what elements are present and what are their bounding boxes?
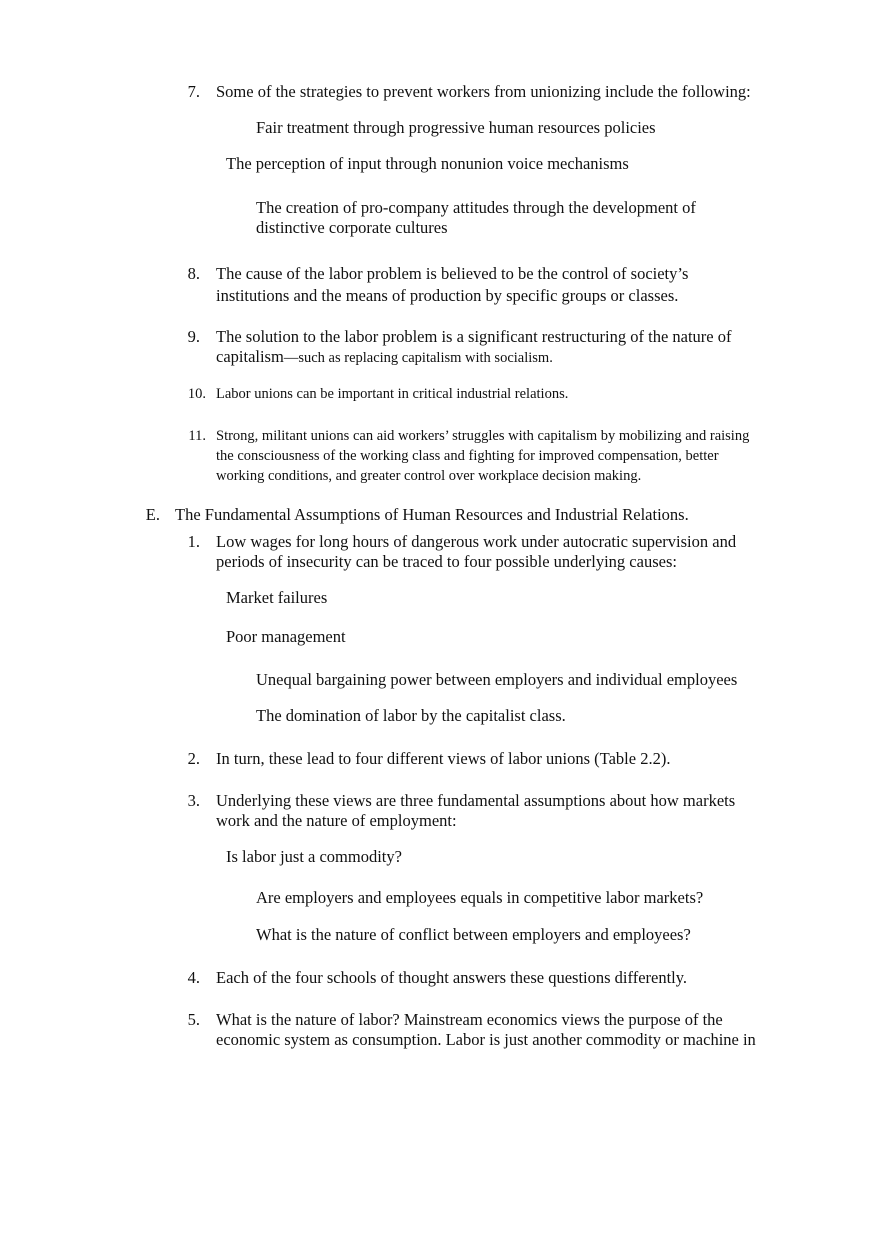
e-item-5-line-2: economic system as consumption. Labor is just another commodity or machine in [216, 1030, 756, 1049]
e-item-1-line-1: Low wages for long hours of dangerous work under autocratic supervision and [216, 532, 737, 551]
item-7-text: Some of the strategies to prevent workers from unionizing include the following: [216, 82, 751, 101]
e-item-1-sub-3: Unequal bargaining power between employers and individual employees [256, 670, 738, 689]
e-item-3-line-1: Underlying these views are three fundamental assumptions about how markets [216, 791, 736, 810]
e-item-1-sub-2: Poor management [226, 627, 346, 646]
item-7-number: 7. [187, 82, 200, 101]
section-e-title: The Fundamental Assumptions of Human Resources and Industrial Relations. [175, 505, 689, 524]
e-item-2-text: In turn, these lead to four different views of labor unions (Table 2.2). [216, 749, 671, 768]
e-item-2-number: 2. [187, 749, 200, 768]
item-10-number: 10. [187, 386, 206, 402]
item-8-line-1: The cause of the labor problem is believed to be the control of society’s [216, 264, 689, 283]
e-item-5-line-1: What is the nature of labor? Mainstream economics views the purpose of the [216, 1010, 723, 1029]
e-item-3-sub-3: What is the nature of conflict between employers and employees? [256, 925, 691, 944]
item-9-line-2b: —such as replacing capitalism with socialism. [283, 350, 553, 366]
item-8-line-2: institutions and the means of production by specific groups or classes. [216, 286, 679, 305]
e-item-1-sub-4: The domination of labor by the capitalist class. [256, 706, 566, 725]
item-10-text: Labor unions can be important in critical industrial relations. [216, 386, 569, 402]
e-item-4-number: 4. [187, 968, 200, 987]
e-item-3-sub-2: Are employers and employees equals in competitive labor markets? [256, 888, 704, 907]
e-item-3-line-2: work and the nature of employment: [216, 811, 457, 830]
item-9-number: 9. [187, 327, 200, 346]
item-7-sub-1: Fair treatment through progressive human resources policies [256, 118, 656, 137]
item-11-line-3: working conditions, and greater control over workplace decision making. [216, 468, 642, 484]
e-item-4-text: Each of the four schools of thought answers these questions differently. [216, 968, 688, 987]
e-item-5-number: 5. [187, 1010, 200, 1029]
e-item-1-line-2: periods of insecurity can be traced to four possible underlying causes: [216, 552, 677, 571]
item-7-sub-2: The perception of input through nonunion voice mechanisms [226, 154, 629, 173]
e-item-3-number: 3. [187, 791, 200, 810]
item-11-number: 11. [188, 428, 206, 444]
item-7-sub-3-line-2: distinctive corporate cultures [256, 218, 448, 237]
item-9-line-2 [216, 347, 553, 368]
item-8-number: 8. [187, 264, 200, 283]
e-item-1-number: 1. [187, 532, 200, 551]
item-7-sub-3-line-1: The creation of pro-company attitudes through the development of [256, 198, 696, 217]
item-11-line-1: Strong, militant unions can aid workers’ struggles with capitalism by mobilizing and raising [216, 428, 750, 444]
item-9-line-1: The solution to the labor problem is a significant restructuring of the nature of [216, 327, 732, 346]
item-9-line-2a: capitalism [216, 347, 284, 366]
item-11-line-2: the consciousness of the working class and fighting for improved compensation, better [216, 448, 719, 464]
section-e-letter: E. [145, 505, 160, 524]
e-item-3-sub-1: Is labor just a commodity? [226, 847, 402, 866]
e-item-1-sub-1: Market failures [226, 588, 328, 607]
